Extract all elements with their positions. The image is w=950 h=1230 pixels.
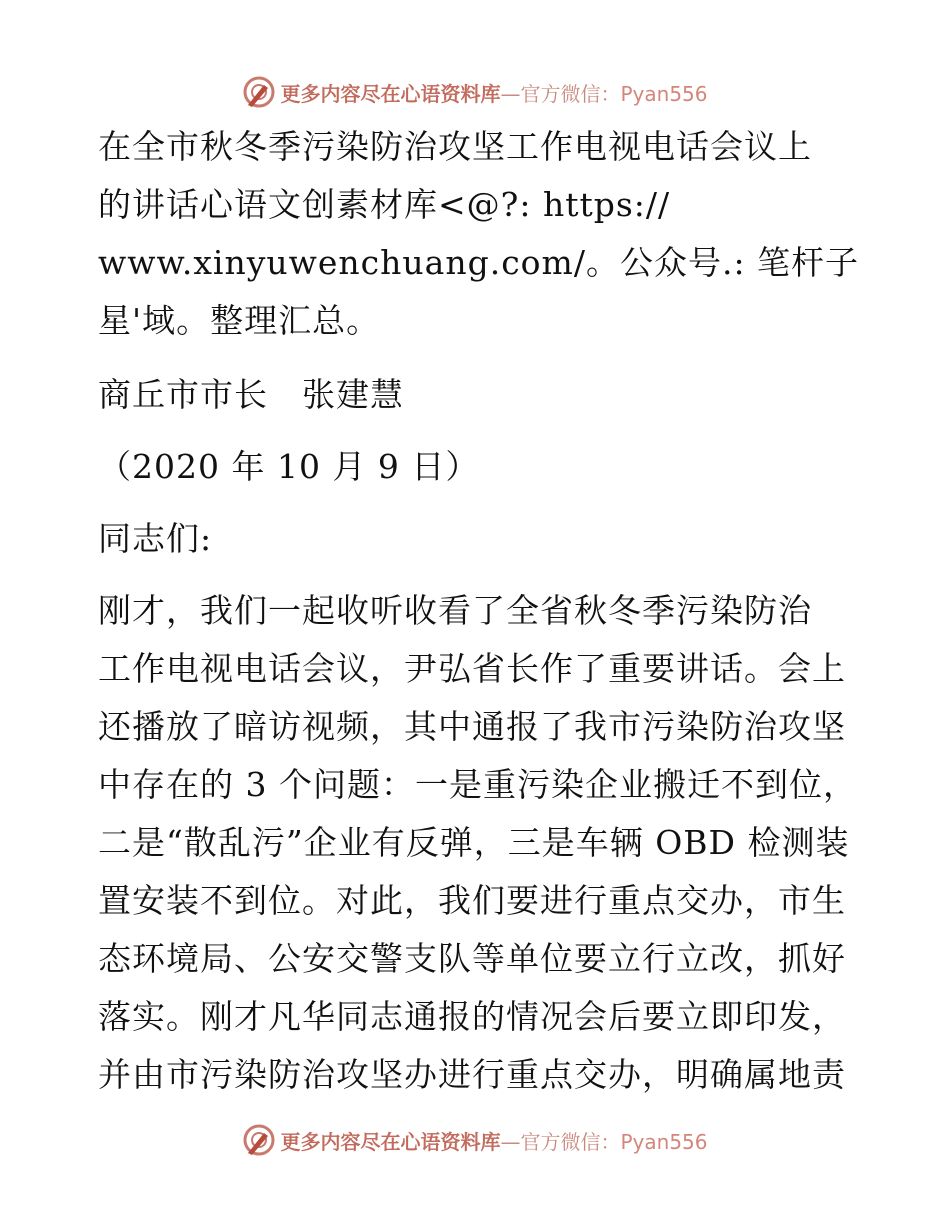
header-watermark <box>0 72 950 112</box>
watermark-main: 更多内容尽在心语资料库 <box>280 1129 501 1154</box>
watermark-text <box>280 78 707 107</box>
body-line: 态环境局、公安交警支队等单位要立行立改，抓好 <box>98 939 846 978</box>
body-line: 工作电视电话会议，尹弘省长作了重要讲话。会上 <box>98 649 846 688</box>
watermark-id: Pyan556 <box>620 1129 708 1154</box>
document-body <box>98 118 858 1104</box>
body-line: 刚才，我们一起收听收看了全省秋冬季污染防治 <box>98 591 812 630</box>
title-line: 的讲话心语文创素材库<@?: https:// <box>98 185 671 224</box>
watermark-sub: 官方微信： <box>520 1129 621 1154</box>
brush-logo-icon <box>242 1123 276 1157</box>
brush-logo-icon <box>242 75 276 109</box>
date-line: （2020 年 10 月 9 日） <box>98 447 480 486</box>
body-line: 落实。刚才凡华同志通报的情况会后要立即印发， <box>98 997 846 1036</box>
watermark-dash: — <box>500 1129 521 1154</box>
author-line: 商丘市市长 张建慧 <box>98 375 404 414</box>
body-line: 还播放了暗访视频，其中通报了我市污染防治攻坚 <box>98 707 846 746</box>
body-paragraph <box>98 582 858 1104</box>
footer-watermark <box>0 1120 950 1160</box>
watermark-main: 更多内容尽在心语资料库 <box>280 81 501 106</box>
title-line: 在全市秋冬季污染防治攻坚工作电视电话会议上 <box>98 127 812 166</box>
body-line: 并由市污染防治攻坚办进行重点交办，明确属地责 <box>98 1055 846 1094</box>
title-line: www.xinyuwenchuang.com/。公众号.: 笔杆子 <box>98 243 860 282</box>
body-line: 置安装不到位。对此，我们要进行重点交办，市生 <box>98 881 846 920</box>
watermark-text <box>280 1126 707 1155</box>
watermark-id: Pyan556 <box>620 81 708 106</box>
body-line: 二是“散乱污”企业有反弹，三是车辆 OBD 检测装 <box>98 823 850 862</box>
salutation: 同志们: <box>98 519 213 558</box>
document-title <box>98 118 858 350</box>
watermark-sub: 官方微信： <box>520 81 621 106</box>
title-line: 星'域。整理汇总。 <box>98 301 381 340</box>
watermark-dash: — <box>500 81 521 106</box>
body-line: 中存在的 3 个问题：一是重污染企业搬迁不到位， <box>98 765 857 804</box>
